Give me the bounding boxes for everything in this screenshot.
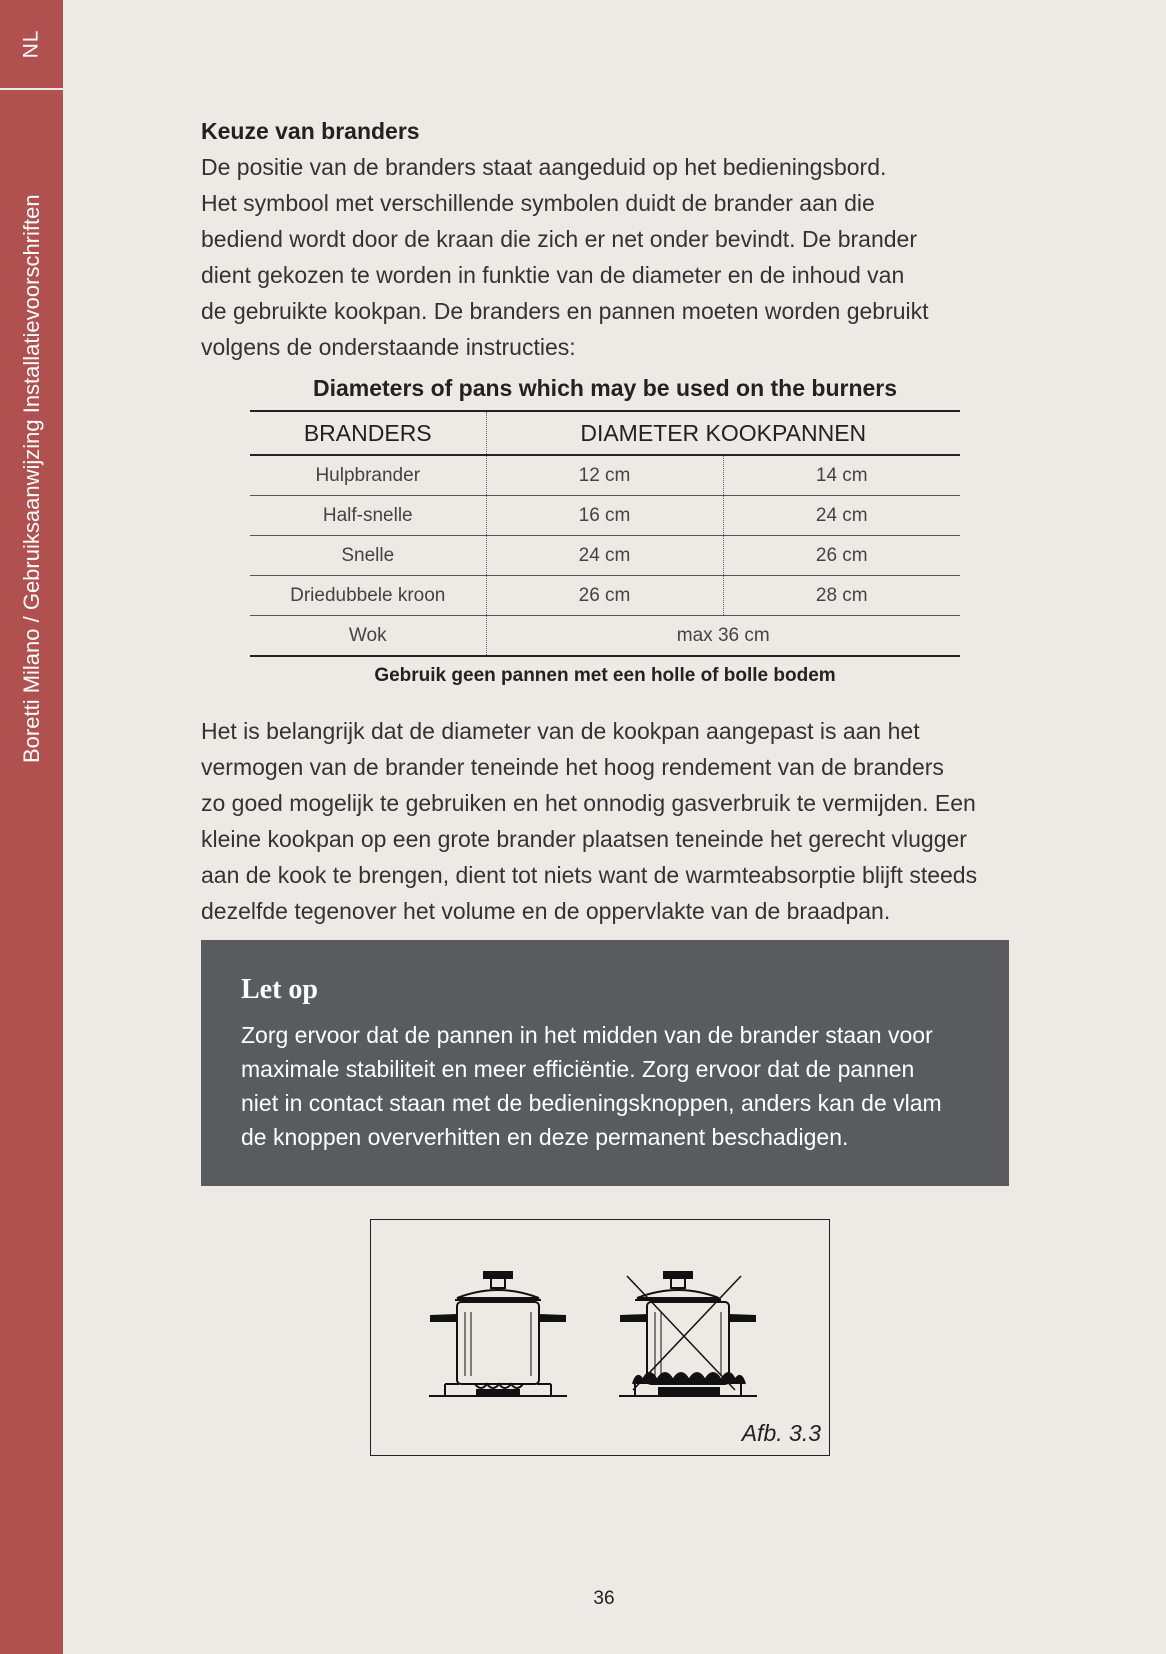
burner-cell: Hulpbrander xyxy=(250,455,486,496)
min-diameter-cell: 16 cm xyxy=(486,496,723,536)
intro-paragraph xyxy=(201,149,1009,365)
intro-line: bediend wordt door de kraan die zich er net onder bevindt. De brander xyxy=(201,226,918,252)
incorrect-pan-flame-too-large-icon xyxy=(619,1272,757,1396)
burner-cell: Snelle xyxy=(250,536,486,576)
table-row xyxy=(250,455,960,496)
min-diameter-cell: 24 cm xyxy=(486,536,723,576)
sidebar xyxy=(0,0,63,1654)
pan-diameter-table-block xyxy=(250,375,960,687)
min-diameter-cell: 26 cm xyxy=(486,576,723,616)
notice-text xyxy=(241,1018,969,1154)
notice-line: maximale stabiliteit en meer efficiëntie. Zorg ervoor dat de pannen xyxy=(241,1056,915,1082)
notice-line: Zorg ervoor dat de pannen in het midden van de brander staan voor xyxy=(241,1022,933,1048)
body-paragraph xyxy=(201,713,1009,929)
table-row xyxy=(250,576,960,616)
body-line: kleine kookpan op een grote brander plaatsen teneinde het gerecht vlugger xyxy=(201,826,967,852)
notice-box xyxy=(201,940,1009,1186)
max-diameter-cell: 14 cm xyxy=(723,455,960,496)
figure-pan-placement xyxy=(370,1219,830,1456)
pan-diameter-table xyxy=(250,410,960,657)
manual-title: Boretti Milano / Gebruiksaanwijzing Installatievoorschriften xyxy=(19,194,44,763)
page-number: 36 xyxy=(593,1588,615,1609)
notice-line: de knoppen oververhitten en deze permanent beschadigen. xyxy=(241,1124,849,1150)
min-diameter-cell: 12 cm xyxy=(486,455,723,496)
intro-line: dient gekozen te worden in funktie van de diameter en de inhoud van xyxy=(201,262,905,288)
max-diameter-cell: 24 cm xyxy=(723,496,960,536)
header-burners: BRANDERS xyxy=(250,411,486,455)
max-diameter-cell: 28 cm xyxy=(723,576,960,616)
figure-label: Afb. 3.3 xyxy=(741,1420,821,1446)
body-line: dezelfde tegenover het volume en de oppervlakte van de braadpan. xyxy=(201,898,891,924)
intro-line: de gebruikte kookpan. De branders en pannen moeten worden gebruikt xyxy=(201,298,929,324)
correct-pan-on-burner-icon xyxy=(429,1272,567,1396)
main-content xyxy=(201,118,1009,929)
section-heading: Keuze van branders xyxy=(201,118,420,144)
notice-title: Let op xyxy=(241,974,318,1005)
burner-cell: Half-snelle xyxy=(250,496,486,536)
language-tab xyxy=(0,0,63,90)
table-row xyxy=(250,616,960,657)
max-diameter-cell: 26 cm xyxy=(723,536,960,576)
body-line: aan de kook te brengen, dient tot niets want de warmteabsorptie blijft steeds xyxy=(201,862,978,888)
intro-line: volgens de onderstaande instructies: xyxy=(201,334,576,360)
body-line: Het is belangrijk dat de diameter van de kookpan aangepast is aan het xyxy=(201,718,920,744)
language-label: NL xyxy=(19,29,43,59)
intro-line: Het symbool met verschillende symbolen duidt de brander aan die xyxy=(201,190,875,216)
table-note: Gebruik geen pannen met een holle of bolle bodem xyxy=(374,665,836,686)
table-row xyxy=(250,496,960,536)
burner-cell: Wok xyxy=(348,624,387,646)
table-caption: Diameters of pans which may be used on the burners xyxy=(312,375,898,401)
table-row xyxy=(250,536,960,576)
notice-line: niet in contact staan met de bedieningsknoppen, anders kan de vlam xyxy=(241,1090,942,1116)
intro-line: De positie van de branders staat aangeduid op het bedieningsbord. xyxy=(201,154,887,180)
wok-diameter-cell: max 36 cm xyxy=(486,616,960,657)
sidebar-title-area xyxy=(0,108,63,768)
table-header-row xyxy=(250,411,960,455)
header-diameters: DIAMETER KOOKPANNEN xyxy=(486,411,960,455)
body-line: zo goed mogelijk te gebruiken en het onnodig gasverbruik te vermijden. Een xyxy=(201,790,976,816)
body-line: vermogen van de brander teneinde het hoog rendement van de branders xyxy=(201,754,944,780)
burner-cell: Driedubbele kroon xyxy=(250,576,486,616)
